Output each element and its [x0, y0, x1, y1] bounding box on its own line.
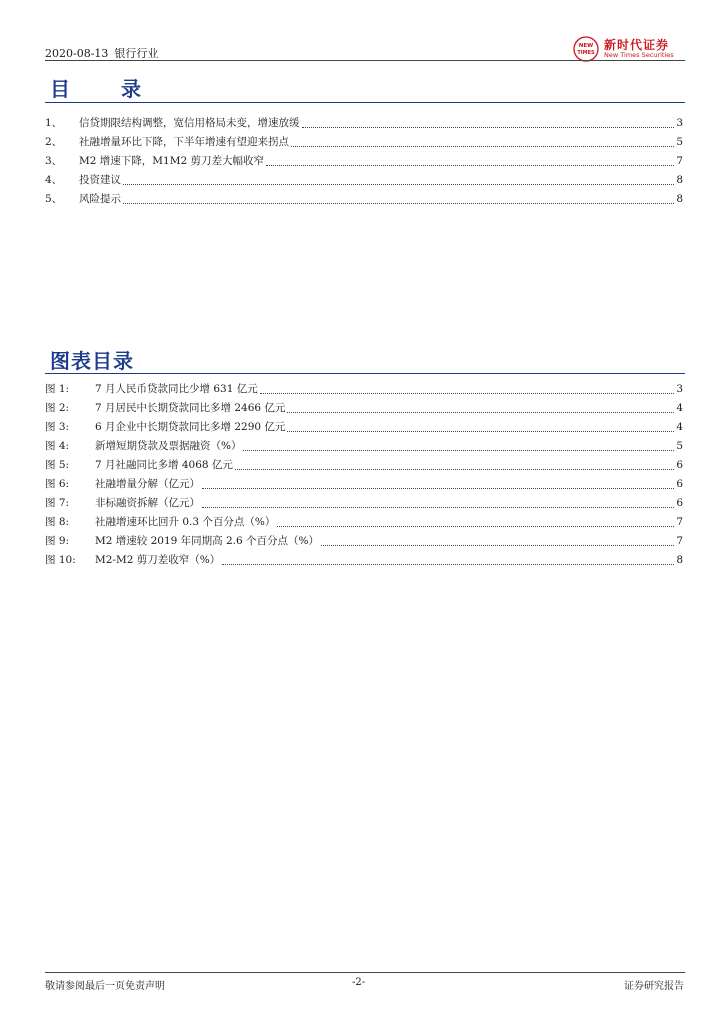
- toc-item[interactable]: [45, 151, 683, 170]
- figure-item-text: 新增短期贷款及票据融资（%）: [95, 440, 242, 452]
- toc-item-text: 信贷期限结构调整，宽信用格局未变，增速放缓: [79, 117, 300, 129]
- toc-item-number: 2、: [45, 136, 63, 148]
- figure-item-page: 3: [676, 382, 683, 395]
- svg-text:TIMES: TIMES: [577, 50, 595, 56]
- toc-leader-dots: [266, 156, 674, 166]
- figure-item-page: 5: [676, 439, 683, 452]
- header-info: [45, 45, 158, 61]
- toc-item[interactable]: [45, 189, 683, 208]
- figure-item[interactable]: [45, 550, 683, 569]
- toc-item-text: 投资建议: [79, 174, 121, 186]
- toc-item-text: 风险提示: [79, 193, 121, 205]
- toc-leader-dots: [202, 498, 674, 508]
- figure-item-page: 7: [676, 534, 683, 547]
- report-category: 银行行业: [114, 47, 159, 60]
- figure-item-page: 6: [676, 496, 683, 509]
- logo-chinese-name: 新时代证券: [604, 38, 670, 52]
- toc-leader-dots: [277, 517, 674, 527]
- figure-item[interactable]: [45, 455, 683, 474]
- figure-item-label: 图 9:: [45, 535, 70, 547]
- figure-item-label: 图 7:: [45, 497, 70, 509]
- figure-item[interactable]: [45, 512, 683, 531]
- figure-item-text: 非标融资拆解（亿元）: [95, 497, 200, 509]
- toc-item-page: 8: [676, 192, 683, 205]
- company-logo: [573, 36, 683, 62]
- toc-leader-dots: [123, 194, 674, 204]
- footer-divider: [45, 972, 685, 973]
- figure-item[interactable]: [45, 436, 683, 455]
- figures-list: [45, 379, 683, 569]
- toc-item-text: M2 增速下降，M1M2 剪刀差大幅收窄: [79, 155, 264, 167]
- toc-item-page: 3: [676, 116, 683, 129]
- toc-leader-dots: [287, 422, 674, 432]
- toc-item[interactable]: [45, 113, 683, 132]
- toc-title-divider: [45, 102, 685, 103]
- figure-item-label: 图 3:: [45, 421, 70, 433]
- figures-title-divider: [45, 373, 685, 374]
- figure-item-text: 6 月企业中长期贷款同比多增 2290 亿元: [95, 421, 286, 433]
- figures-title: 图表目录: [50, 349, 134, 373]
- toc-title: 目 录: [50, 77, 163, 101]
- toc-item-page: 8: [676, 173, 683, 186]
- figure-item-page: 4: [676, 401, 683, 414]
- new-times-seal-icon: [573, 36, 599, 62]
- page-number: -2-: [352, 977, 366, 988]
- figure-item-label: 图 2:: [45, 402, 70, 414]
- toc-leader-dots: [302, 118, 675, 128]
- footer-report-type: 证券研究报告: [624, 981, 684, 992]
- figure-item-label: 图 6:: [45, 478, 70, 490]
- toc-list: [45, 113, 683, 208]
- figure-item-page: 6: [676, 477, 683, 490]
- toc-leader-dots: [202, 479, 674, 489]
- figure-item[interactable]: [45, 474, 683, 493]
- figure-item-label: 图 4:: [45, 440, 70, 452]
- footer-disclaimer: 敬请参阅最后一页免责声明: [45, 981, 165, 992]
- toc-item[interactable]: [45, 170, 683, 189]
- figure-item-label: 图 10:: [45, 554, 76, 566]
- figure-item-text: M2 增速较 2019 年同期高 2.6 个百分点（%）: [95, 535, 320, 547]
- toc-item-text: 社融增量环比下降，下半年增速有望迎来拐点: [79, 136, 289, 148]
- toc-item[interactable]: [45, 132, 683, 151]
- figure-item[interactable]: [45, 493, 683, 512]
- figure-item-label: 图 8:: [45, 516, 70, 528]
- figure-item[interactable]: [45, 531, 683, 550]
- figure-item-text: 社融增量分解（亿元）: [95, 478, 200, 490]
- toc-item-number: 3、: [45, 155, 63, 167]
- figure-item[interactable]: [45, 417, 683, 436]
- figure-item-label: 图 1:: [45, 383, 70, 395]
- figure-item[interactable]: [45, 398, 683, 417]
- toc-leader-dots: [222, 555, 674, 565]
- header-divider: [45, 60, 685, 61]
- toc-leader-dots: [260, 384, 675, 394]
- toc-leader-dots: [235, 460, 674, 470]
- figure-item-page: 4: [676, 420, 683, 433]
- figure-item-page: 7: [676, 515, 683, 528]
- figure-item-label: 图 5:: [45, 459, 70, 471]
- figure-item-page: 6: [676, 458, 683, 471]
- figure-item-text: 7 月社融同比多增 4068 亿元: [95, 459, 233, 471]
- toc-item-page: 5: [676, 135, 683, 148]
- toc-leader-dots: [243, 441, 674, 451]
- toc-item-number: 1、: [45, 117, 63, 129]
- logo-english-name: New Times Securities: [604, 51, 674, 59]
- figure-item-page: 8: [676, 553, 683, 566]
- page-header: [45, 36, 685, 60]
- report-date: 2020-08-13: [45, 47, 109, 60]
- figure-item-text: 社融增速环比回升 0.3 个百分点（%）: [95, 516, 276, 528]
- figure-item-text: M2-M2 剪刀差收窄（%）: [95, 554, 221, 566]
- toc-leader-dots: [287, 403, 674, 413]
- figure-item-text: 7 月居民中长期贷款同比多增 2466 亿元: [95, 402, 286, 414]
- toc-leader-dots: [321, 536, 674, 546]
- toc-leader-dots: [123, 175, 674, 185]
- toc-item-page: 7: [676, 154, 683, 167]
- toc-item-number: 5、: [45, 193, 63, 205]
- figure-item[interactable]: [45, 379, 683, 398]
- toc-item-number: 4、: [45, 174, 63, 186]
- svg-text:NEW: NEW: [578, 43, 594, 49]
- figure-item-text: 7 月人民币贷款同比少增 631 亿元: [95, 383, 258, 395]
- toc-leader-dots: [291, 137, 674, 147]
